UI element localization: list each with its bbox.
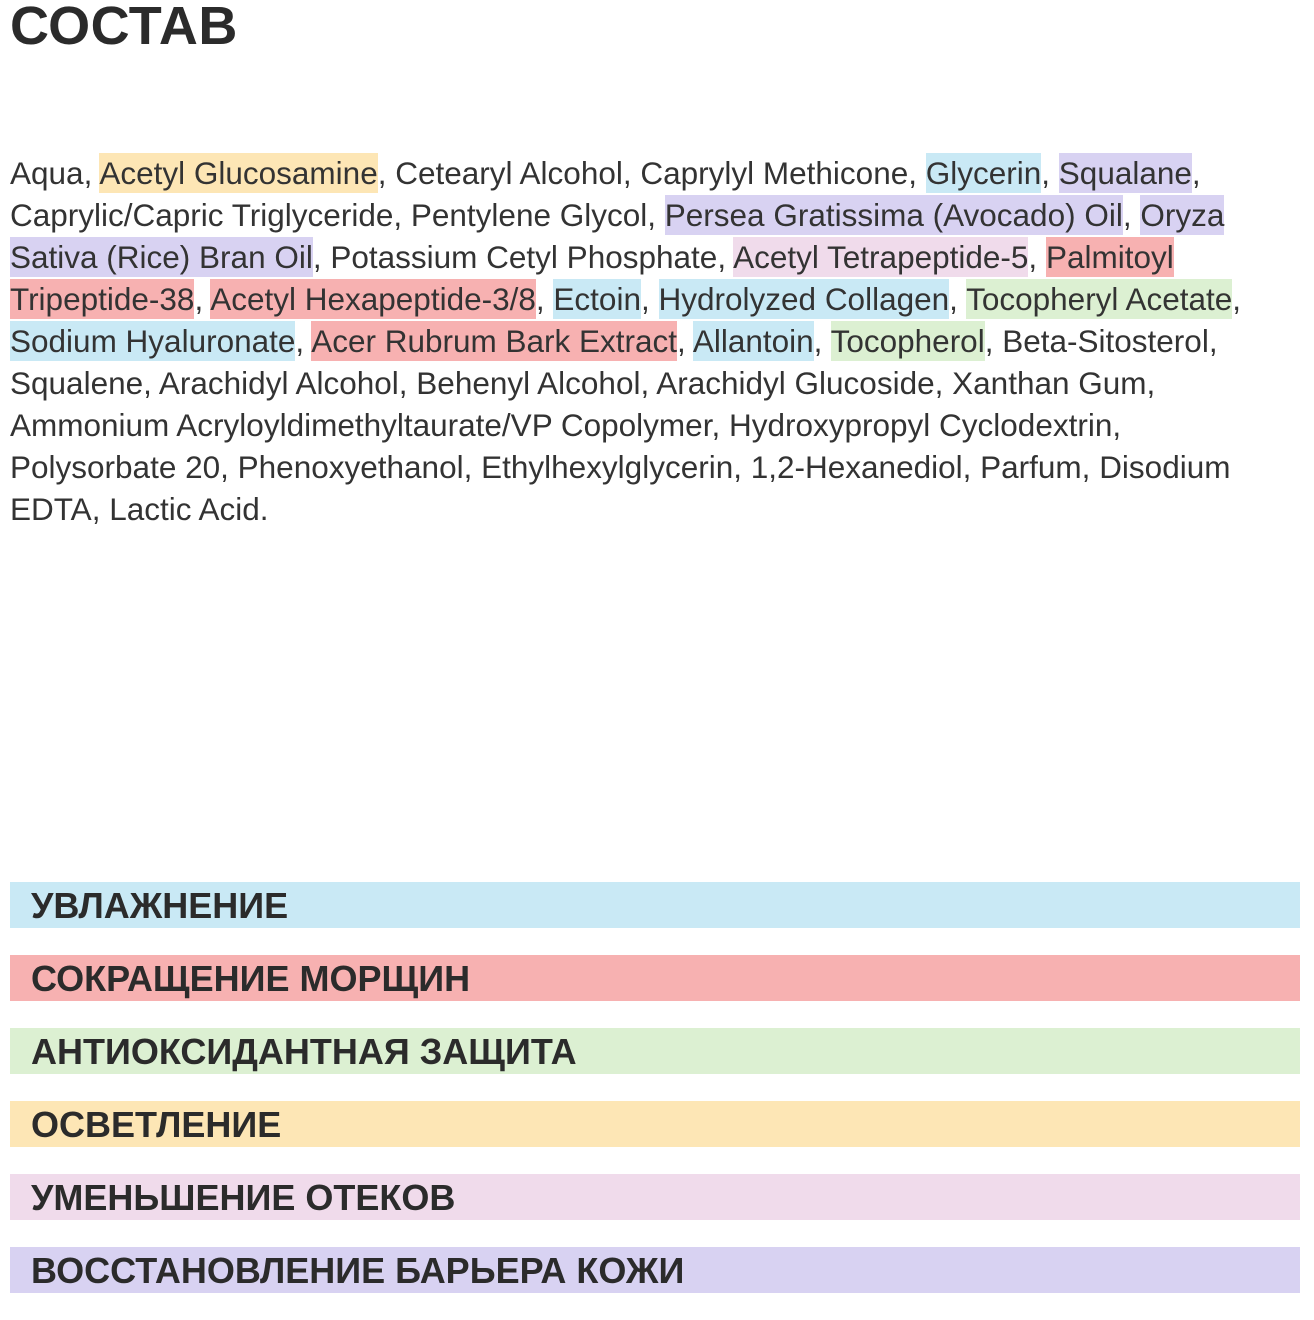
page-title: СОСТАВ: [10, 0, 238, 56]
legend-item-wrinkle: СОКРАЩЕНИЕ МОРЩИН: [10, 955, 1300, 1001]
ingredient-moisture: Hydrolyzed Collagen: [658, 281, 950, 317]
ingredient-plain: Disodium EDTA: [10, 449, 1231, 527]
ingredient-moisture: Sodium Hyaluronate: [10, 323, 296, 359]
ingredient-barrier: Squalane: [1058, 155, 1192, 191]
ingredient-plain: Parfum: [980, 449, 1082, 485]
ingredient-plain: Xanthan Gum: [952, 365, 1147, 401]
ingredient-plain: Arachidyl Glucoside: [656, 365, 935, 401]
ingredient-plain: Phenoxyethanol: [237, 449, 464, 485]
ingredient-edema: Acetyl Tetrapeptide-5: [733, 239, 1029, 275]
ingredient-plain: Aqua: [10, 155, 84, 191]
ingredient-plain: Caprylyl Methicone: [640, 155, 909, 191]
ingredient-plain: Arachidyl Alcohol: [158, 365, 399, 401]
ingredient-plain: Ammonium Acryloyldimethyltaurate/VP Copolymer: [10, 407, 712, 443]
ingredient-plain: Cetearyl Alcohol: [395, 155, 623, 191]
ingredient-plain: 1,2-Hexanediol: [750, 449, 963, 485]
legend-item-moisture: УВЛАЖНЕНИЕ: [10, 882, 1300, 928]
ingredient-antiox: Tocopheryl Acetate: [966, 281, 1233, 317]
ingredient-plain: Ethylhexylglycerin: [481, 449, 734, 485]
ingredient-wrinkle: Acer Rubrum Bark Extract: [311, 323, 678, 359]
legend-item-edema: УМЕНЬШЕНИЕ ОТЕКОВ: [10, 1174, 1300, 1220]
ingredient-antiox: Tocopherol: [830, 323, 985, 359]
legend-item-barrier: ВОССТАНОВЛЕНИЕ БАРЬЕРА КОЖИ: [10, 1247, 1300, 1293]
ingredient-wrinkle: Palmitoyl Tripeptide-38: [10, 239, 1174, 317]
ingredient-moisture: Ectoin: [553, 281, 641, 317]
ingredient-plain: Potassium Cetyl Phosphate: [330, 239, 718, 275]
ingredient-moisture: Glycerin: [925, 155, 1042, 191]
ingredients-list: Aqua, Acetyl Glucosamine, Cetearyl Alcohol, Caprylyl Methicone, Glycerin, Squalane, Caprylic/Capric Triglyceride, Pentylene Glycol, Persea Gratissima (Avocado) Oil, Oryza Sativa (Rice) Bran Oil, Potassium Cetyl Phosphate, Acetyl Tetrapeptide-5, Palmitoyl Tripeptide-38, Acetyl Hexapeptide-3/8, Ectoin, Hydrolyzed Collagen, Tocopheryl Acetate, Sodium Hyaluronate, Acer Rubrum Bark Extract, Allantoin, Tocopherol, Beta-Sitosterol, Squalene, Arachidyl Alcohol, Behenyl Alcohol, Arachidyl Glucoside, Xanthan Gum, Ammonium Acryloyldimethyltaurate/VP Copolymer, Hydroxypropyl Cyclodextrin, Polysorbate 20, Phenoxyethanol, Ethylhexylglycerin, 1,2-Hexanediol, Parfum, Disodium EDTA, Lactic Acid.: [10, 155, 1242, 527]
legend: [10, 882, 1300, 1320]
ingredient-bright: Acetyl Glucosamine: [99, 155, 378, 191]
ingredient-moisture: Allantoin: [692, 323, 814, 359]
ingredient-barrier: Oryza Sativa (Rice) Bran Oil: [10, 197, 1225, 275]
ingredient-plain: Lactic Acid: [109, 491, 260, 527]
ingredient-plain: Beta-Sitosterol: [1002, 323, 1209, 359]
legend-item-bright: ОСВЕТЛЕНИЕ: [10, 1101, 1300, 1147]
ingredient-plain: Hydroxypropyl Cyclodextrin: [728, 407, 1113, 443]
legend-item-antiox: АНТИОКСИДАНТНАЯ ЗАЩИТА: [10, 1028, 1300, 1074]
ingredient-plain: Squalene: [10, 365, 144, 401]
ingredient-plain: Behenyl Alcohol: [416, 365, 641, 401]
ingredient-wrinkle: Acetyl Hexapeptide-3/8: [210, 281, 536, 317]
ingredient-barrier: Persea Gratissima (Avocado) Oil: [664, 197, 1123, 233]
ingredient-plain: Pentylene Glycol: [410, 197, 648, 233]
ingredient-plain: Polysorbate 20: [10, 449, 221, 485]
ingredient-plain: Caprylic/Capric Triglyceride: [10, 197, 394, 233]
